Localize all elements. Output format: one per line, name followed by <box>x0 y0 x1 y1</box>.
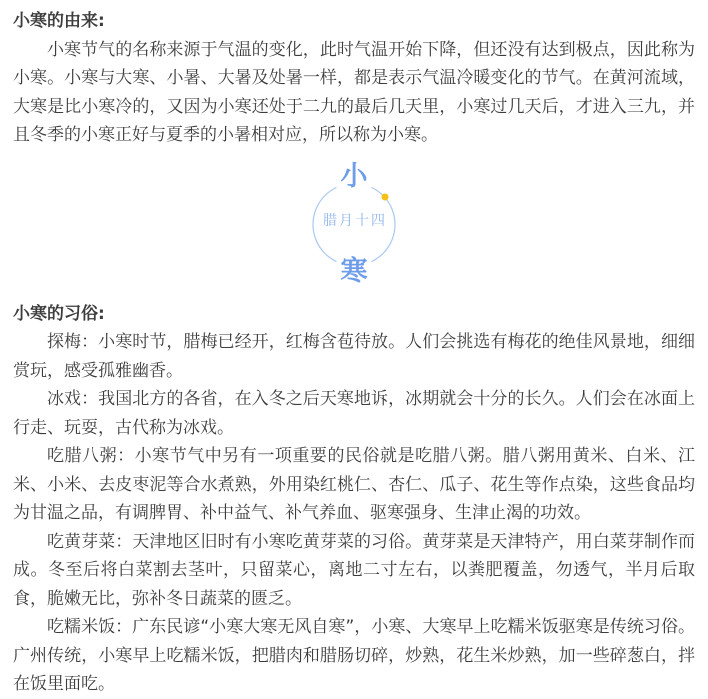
origin-paragraph: 小寒节气的名称来源于气温的变化，此时气温开始下降，但还没有达到极点，因此称为小寒。小寒与大寒、小暑、大暑及处暑一样，都是表示气温冷暖变化的节气。在黄河流域，大寒是比小寒冷的，又因为小寒还处于二九的最后几天里，小寒过几天后，才进入三九，并且冬季的小寒正好与夏季的小暑相对应，所以称为小寒。 <box>13 39 695 145</box>
customs-paragraph-ice-play: 冰戏：我国北方的各省，在入冬之后天寒地诉，冰期就会十分的长久。人们会在冰面上行走、玩耍，古代称为冰戏。 <box>13 389 695 438</box>
customs-heading: 小寒的习俗: <box>13 303 105 324</box>
origin-heading: 小寒的由来: <box>13 11 105 31</box>
customs-paragraph-glutinous-rice: 吃糯米饭：广东民谚“小寒大寒无风自寒”，小寒、大寒早上吃糯米饭驱寒是传统习俗。广州传统，小寒早上吃糯米饭，把腊肉和腊肠切碎，炒熟，花生米炒熟，加一些碎葱白，拌在饭里面吃。 <box>13 617 695 694</box>
xiaohan-solar-term-badge <box>13 150 695 300</box>
badge-char-bottom: 寒 <box>337 258 372 285</box>
badge-char-top: 小 <box>337 163 372 190</box>
customs-paragraph-laba-porridge: 吃腊八粥：小寒节气中另有一项重要的民俗就是吃腊八粥。腊八粥用黄米、白米、江米、小米、去皮枣泥等合水煮熟，外用染红桃仁、杏仁、瓜子、花生等作点染，这些食品均为甘温之品，有调脾胃、补中益气、补气养血、驱寒强身、生津止渴的功效。 <box>13 446 695 523</box>
customs-paragraph-plum: 探梅：小寒时节，腊梅已经开，红梅含苞待放。人们会挑选有梅花的绝佳风景地，细细赏玩，感受孤雅幽香。 <box>13 332 695 381</box>
customs-paragraph-yellow-sprout: 吃黄芽菜：天津地区旧时有小寒吃黄芽菜的习俗。黄芽菜是天津特产，用白菜芽制作而成。冬至后将白菜割去茎叶，只留菜心，离地二寸左右，以粪肥覆盖，勿透气，半月后取食，脆嫩无比，弥补冬日蔬菜的匮乏。 <box>13 531 695 609</box>
badge-sun-dot <box>382 193 389 200</box>
badge-date-label: 腊月十四 <box>323 212 387 229</box>
